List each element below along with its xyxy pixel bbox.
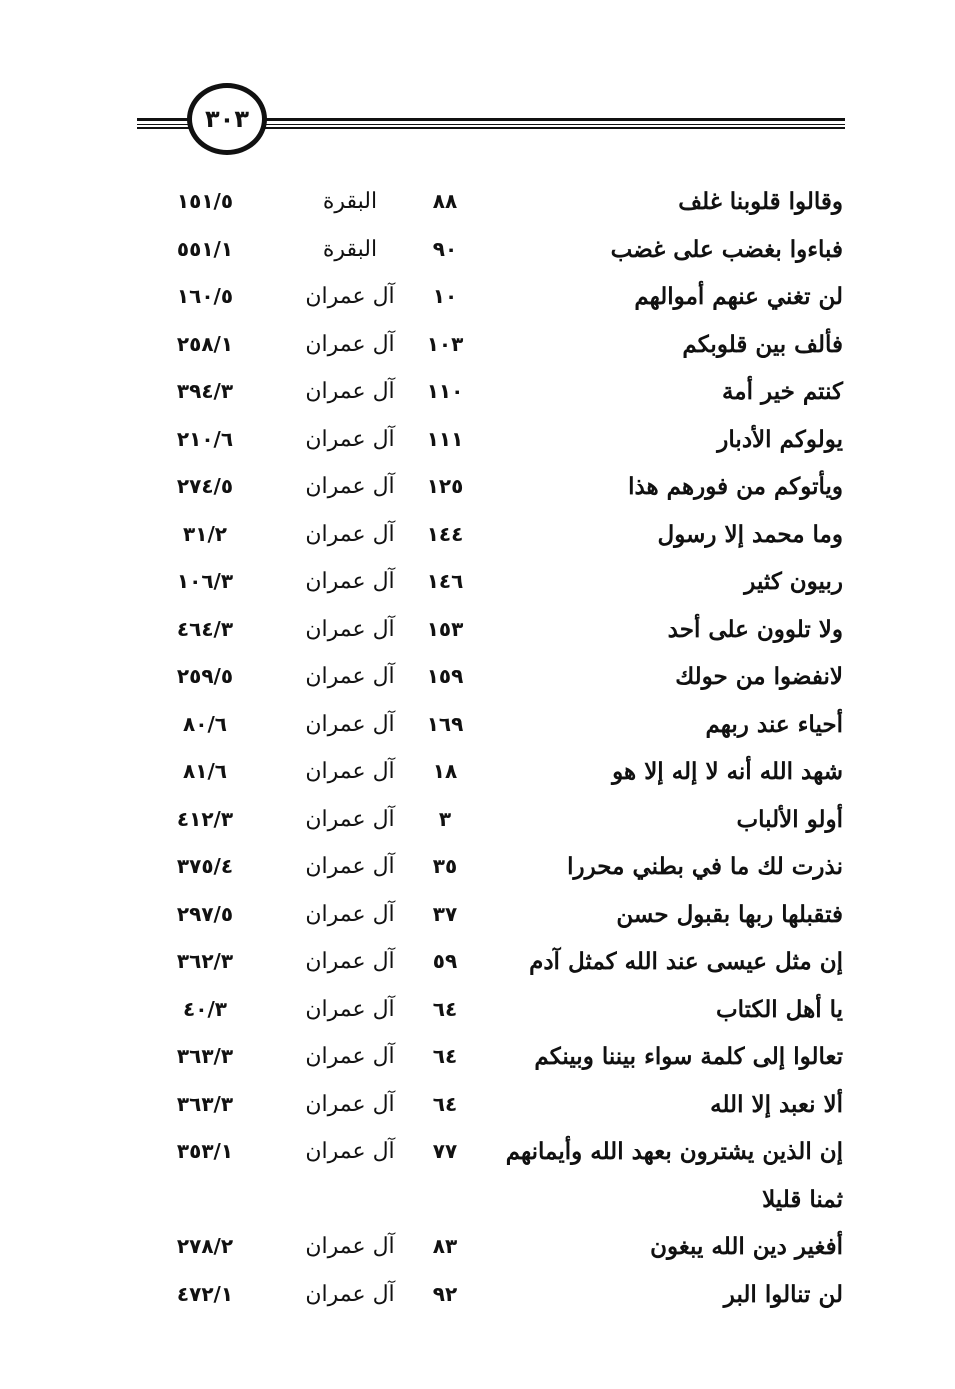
- volume-page-reference: ٣١/٢: [183, 521, 227, 546]
- verse-number: ١٥٣: [426, 616, 464, 641]
- surah-name: آل عمران: [305, 949, 395, 974]
- index-row: [0, 986, 955, 1034]
- volume-page-reference: ٣٧٥/٤: [176, 854, 234, 878]
- page-number: ٣٠٣: [205, 105, 249, 133]
- verse-number: ١١١: [426, 426, 464, 451]
- surah-name: آل عمران: [305, 996, 395, 1022]
- verse-number: ٨٣: [432, 1234, 458, 1258]
- verse-phrase: فألف بين قلوبكم: [682, 330, 843, 358]
- surah-name: آل عمران: [305, 284, 395, 309]
- verse-phrase: ربيون كثير: [744, 568, 843, 595]
- verse-phrase: شهد الله أنه لا إله إلا هو: [612, 758, 843, 785]
- surah-name: آل عمران: [305, 616, 395, 642]
- volume-page-reference: ١٥١/٥: [176, 189, 234, 213]
- surah-name: آل عمران: [305, 1281, 395, 1307]
- verse-phrase: ولا تلوون على أحد: [667, 615, 843, 643]
- volume-page-reference: ٢٧٨/٢: [176, 1234, 234, 1258]
- index-row: [0, 1033, 955, 1081]
- verse-number: ٣٥: [432, 854, 458, 878]
- verse-number: ٣٧: [432, 901, 458, 926]
- volume-page-reference: ٢٥٩/٥: [176, 664, 234, 688]
- volume-page-reference: ٤٦٤/٣: [176, 616, 234, 641]
- volume-page-reference: ١٦٠/٥: [176, 284, 234, 308]
- verse-number: ١٢٥: [426, 474, 464, 498]
- surah-name: آل عمران: [305, 379, 395, 404]
- verse-phrase: ألا نعبد إلا الله: [710, 1090, 843, 1118]
- index-row: [0, 1176, 955, 1224]
- verse-number: ١٠٣: [426, 331, 464, 356]
- page-number-ornament: [187, 83, 267, 155]
- index-row: [0, 226, 955, 274]
- verse-phrase: ويأتوكم من فورهم هذا: [628, 473, 843, 500]
- surah-name: البقرة: [322, 236, 378, 262]
- index-row: [0, 891, 955, 939]
- index-row: [0, 938, 955, 986]
- volume-page-reference: ٣٦٢/٣: [176, 949, 234, 973]
- verse-phrase: تعالوا إلى كلمة سواء بيننا وبينكم: [534, 1043, 843, 1070]
- volume-page-reference: ٢٥٨/١: [176, 331, 234, 356]
- surah-name: آل عمران: [305, 426, 395, 452]
- surah-name: آل عمران: [305, 521, 395, 547]
- volume-page-reference: ٣٩٤/٣: [176, 379, 234, 403]
- index-row: [0, 416, 955, 464]
- volume-page-reference: ٨١/٦: [183, 759, 227, 783]
- verse-number: ١٦٩: [426, 711, 464, 736]
- surah-name: آل عمران: [305, 759, 395, 784]
- index-row: [0, 843, 955, 891]
- verse-phrase: ثمنا قليلا: [762, 1185, 843, 1213]
- surah-name: آل عمران: [305, 1139, 395, 1164]
- index-row: [0, 511, 955, 559]
- verse-number: ١٤٤: [426, 521, 464, 546]
- index-row: [0, 653, 955, 701]
- verse-phrase: أولو الألباب: [736, 805, 843, 833]
- verse-phrase: وقالوا قلوبنا غلف: [678, 188, 843, 215]
- verse-phrase: فتقبلها ربها بقبول حسن: [616, 900, 843, 928]
- verse-phrase: إن الذين يشترون بعهد الله وأيمانهم: [505, 1138, 843, 1165]
- verse-phrase: نذرت لك ما في بطني محررا: [567, 853, 843, 880]
- volume-page-reference: ٢١٠/٦: [176, 426, 234, 451]
- verse-number: ١٨: [432, 759, 458, 783]
- verse-number: ٥٩: [432, 949, 458, 973]
- volume-page-reference: ٢٩٧/٥: [176, 901, 234, 926]
- surah-name: آل عمران: [305, 901, 395, 927]
- surah-name: آل عمران: [305, 1091, 395, 1117]
- index-row: [0, 796, 955, 844]
- verse-number: ٦٤: [432, 1091, 458, 1116]
- index-row: [0, 368, 955, 416]
- verse-index-table: [0, 178, 955, 1318]
- volume-page-reference: ٣٦٣/٣: [176, 1091, 234, 1116]
- index-row: [0, 321, 955, 369]
- surah-name: آل عمران: [305, 711, 395, 737]
- index-row: [0, 1081, 955, 1129]
- index-row: [0, 558, 955, 606]
- verse-phrase: لن تغني عنهم أموالهم: [634, 283, 843, 310]
- volume-page-reference: ٤١٢/٣: [176, 806, 234, 831]
- verse-phrase: يولوكم الأدبار: [717, 425, 843, 453]
- volume-page-reference: ٢٧٤/٥: [176, 474, 234, 498]
- verse-number: ٨٨: [432, 189, 458, 213]
- surah-name: آل عمران: [305, 854, 395, 879]
- volume-page-reference: ١٠٦/٣: [176, 569, 234, 593]
- verse-number: ١١٠: [426, 379, 464, 403]
- verse-phrase: وما محمد إلا رسول: [657, 520, 843, 548]
- index-row: [0, 178, 955, 226]
- verse-phrase: أحياء عند ربهم: [705, 710, 843, 738]
- verse-number: ١٥٩: [426, 664, 464, 688]
- verse-number: ١٤٦: [426, 569, 464, 593]
- volume-page-reference: ٤٠/٣: [183, 996, 227, 1021]
- index-row: [0, 606, 955, 654]
- volume-page-reference: ٣٥٣/١: [176, 1139, 234, 1163]
- verse-phrase: لن تنالوا البر: [723, 1280, 843, 1308]
- verse-number: ٣: [438, 806, 452, 831]
- index-row: [0, 273, 955, 321]
- index-row: [0, 1223, 955, 1271]
- surah-name: آل عمران: [305, 474, 395, 499]
- verse-number: ٦٤: [432, 996, 458, 1021]
- verse-number: ١٠: [432, 284, 458, 308]
- surah-name: آل عمران: [305, 1044, 395, 1069]
- index-row: [0, 1128, 955, 1176]
- volume-page-reference: ٤٧٢/١: [176, 1281, 234, 1306]
- index-row: [0, 463, 955, 511]
- volume-page-reference: ٨٠/٦: [183, 711, 227, 736]
- volume-page-reference: ٣٦٣/٣: [176, 1044, 234, 1068]
- surah-name: البقرة: [322, 189, 378, 214]
- verse-number: ٩٢: [432, 1281, 458, 1306]
- surah-name: آل عمران: [305, 806, 395, 832]
- verse-number: ٦٤: [432, 1044, 458, 1068]
- index-row: [0, 1271, 955, 1319]
- volume-page-reference: ٥٥١/١: [176, 236, 234, 261]
- verse-phrase: يا أهل الكتاب: [715, 995, 843, 1023]
- verse-phrase: إن مثل عيسى عند الله كمثل آدم: [529, 948, 843, 975]
- verse-phrase: فباءوا بغضب على غضب: [610, 235, 843, 263]
- page-header: [0, 78, 955, 158]
- verse-number: ٧٧: [432, 1139, 458, 1163]
- surah-name: آل عمران: [305, 664, 395, 689]
- index-row: [0, 701, 955, 749]
- verse-phrase: كنتم خير أمة: [721, 378, 843, 405]
- surah-name: آل عمران: [305, 331, 395, 357]
- index-row: [0, 748, 955, 796]
- surah-name: آل عمران: [305, 569, 395, 594]
- verse-phrase: لانفضوا من حولك: [675, 663, 843, 690]
- verse-phrase: أفغير دين الله يبغون: [650, 1233, 843, 1260]
- surah-name: آل عمران: [305, 1234, 395, 1259]
- verse-number: ٩٠: [432, 236, 458, 261]
